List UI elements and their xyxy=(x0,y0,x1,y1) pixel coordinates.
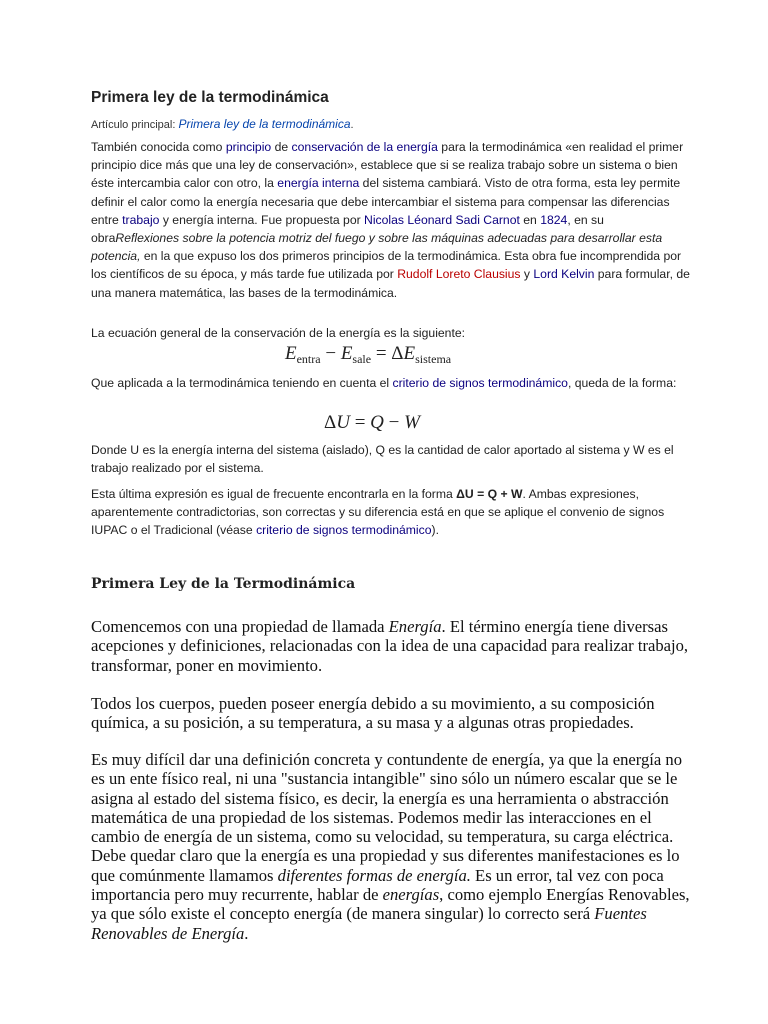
eq-delta: Δ xyxy=(391,343,404,364)
paragraph-intro xyxy=(91,138,691,302)
main-article-prefix: Artículo principal: xyxy=(91,119,179,131)
eq-operator: = xyxy=(371,343,392,364)
italic-text: energías xyxy=(382,885,440,905)
serif-paragraph-3 xyxy=(91,750,691,943)
eq-symbol: E xyxy=(340,343,353,364)
eq-symbol: E xyxy=(403,343,416,364)
eq-operator: − xyxy=(320,343,341,364)
text: . El término energía tiene diversas acepciones y definiciones, relacionadas con la idea de una capacidad para realizar trabajo, transformar, poner en movimiento. xyxy=(91,617,689,675)
section-title: Primera ley de la termodinámica xyxy=(91,89,329,106)
eq-symbol: E xyxy=(285,343,297,364)
link-energia-interna[interactable]: energía interna xyxy=(277,176,360,191)
text: en la que expuso los dos primeros principios de la termodinámica. Esta obra fue incomprendida por los científicos de su época, y más tarde fue utilizada por xyxy=(91,249,682,282)
link-1824[interactable]: 1824 xyxy=(540,212,568,227)
eq-operator: − xyxy=(383,412,405,433)
equation-first-law xyxy=(324,412,420,434)
text: y xyxy=(520,267,534,282)
link-trabajo[interactable]: trabajo xyxy=(122,212,160,227)
italic-text: diferentes formas de energía. xyxy=(277,865,471,885)
text: ). xyxy=(431,523,439,538)
link-principio[interactable]: principio xyxy=(225,140,272,154)
main-article-note xyxy=(91,117,354,131)
text: para formular, de una manera matemática, las bases de la termodinámica. xyxy=(91,267,690,300)
link-conservacion-energia[interactable]: conservación de la energía xyxy=(291,140,438,154)
paragraph-aplicada xyxy=(91,374,691,392)
text: Es muy difícil dar una definición concreta y contundente de energía, ya que la energía no es un ente físico real, ni una "sustancia intangible" sino sólo un número escalar que se le asigna al estado del sistema físico, es decir, la energía es una herramienta o abstracción matemática de una propiedad de los sistemas. Podemos medir las interacciones en el cambio de energía de un sistema, como su velocidad, su temperatura, su carga eléctrica. Debe quedar claro que la energía es una propiedad y sus diferentes manifestaciones es lo que comúnmente llamamos xyxy=(91,750,683,885)
text: de xyxy=(271,140,292,154)
italic-text: Energía xyxy=(388,617,442,636)
text: Esta última expresión es igual de frecuente encontrarla en la forma xyxy=(91,487,457,501)
eq-subscript: sistema xyxy=(415,352,452,366)
text: También conocida como xyxy=(91,140,226,154)
text: Comencemos con una propiedad de llamada xyxy=(91,617,389,636)
paragraph-ultima-expresion xyxy=(91,485,691,540)
text: para la termodinámica «en realidad el primer principio dice más que una ley de conservación», establece que si se realiza trabajo sobre un sistema o bien éste intercambia calor con otro, la xyxy=(91,140,684,191)
text: . xyxy=(244,923,249,943)
serif-paragraph-2: Todos los cuerpos, pueden poseer energía debido a su movimiento, a su composición química, a su posición, a su temperatura, a su masa y a algunas otras propiedades. xyxy=(91,694,655,733)
link-criterio-signos-2[interactable]: criterio de signos termodinámico xyxy=(256,523,432,538)
book-title: Reflexiones sobre la potencia motriz del fuego y sobre las máquinas adecuadas para desarrollar esta potencia, xyxy=(91,231,663,264)
main-article-suffix: . xyxy=(350,119,354,131)
text: Que aplicada a la termodinámica teniendo en cuenta el xyxy=(91,376,393,390)
eq-symbol: W xyxy=(404,412,420,433)
text: . Ambas expresiones, aparentemente contradictorias, son correctas y su diferencia está en que se aplique el convenio de signos IUPAC o el Tradicional (véase xyxy=(91,487,665,538)
equation-energy-conservation xyxy=(285,343,451,367)
paragraph-donde: Donde U es la energía interna del sistema (aislado), Q es la cantidad de calor aportado al sistema y W es el trabajo realizado por el sistema. xyxy=(91,443,674,476)
eq-delta: Δ xyxy=(324,412,337,433)
eq-operator: = xyxy=(349,412,371,433)
eq-symbol: U xyxy=(336,412,350,433)
text: , como ejemplo Energías Renovables, ya que sólo existe el concepto energía (de manera singular) lo correcto será xyxy=(91,885,690,924)
italic-text: Fuentes Renovables de Energía xyxy=(91,904,647,943)
main-article-link[interactable]: Primera ley de la termodinámica xyxy=(178,117,351,131)
eq-subscript: sale xyxy=(352,352,372,366)
formula-bold: ΔU = Q + W xyxy=(456,487,523,501)
text: , queda de la forma: xyxy=(567,376,677,390)
eq-symbol: Q xyxy=(370,412,384,433)
link-carnot[interactable]: Nicolas Léonard Sadi Carnot xyxy=(364,212,520,227)
text: en xyxy=(519,212,541,227)
serif-paragraph-1 xyxy=(91,617,691,675)
link-criterio-signos[interactable]: criterio de signos termodinámico xyxy=(392,376,568,390)
text: y energía interna. Fue propuesta por xyxy=(159,212,365,227)
eq-subscript: entra xyxy=(296,352,321,366)
section-title-2: Primera Ley de la Termodinámica xyxy=(91,576,356,592)
link-kelvin[interactable]: Lord Kelvin xyxy=(533,267,595,282)
paragraph-ecuacion: La ecuación general de la conservación de la energía es la siguiente: xyxy=(91,326,466,340)
text: , en su obra xyxy=(91,212,604,246)
text: Es un error, tal vez con poca importancia pero muy recurrente, hablar de xyxy=(91,865,664,905)
text: del sistema cambiará. Visto de otra forma, esta ley permite definir el calor como la energía necesaria que debe intercambiar el sistema para compensar las diferencias entre xyxy=(91,176,681,227)
link-clausius[interactable]: Rudolf Loreto Clausius xyxy=(397,267,521,282)
